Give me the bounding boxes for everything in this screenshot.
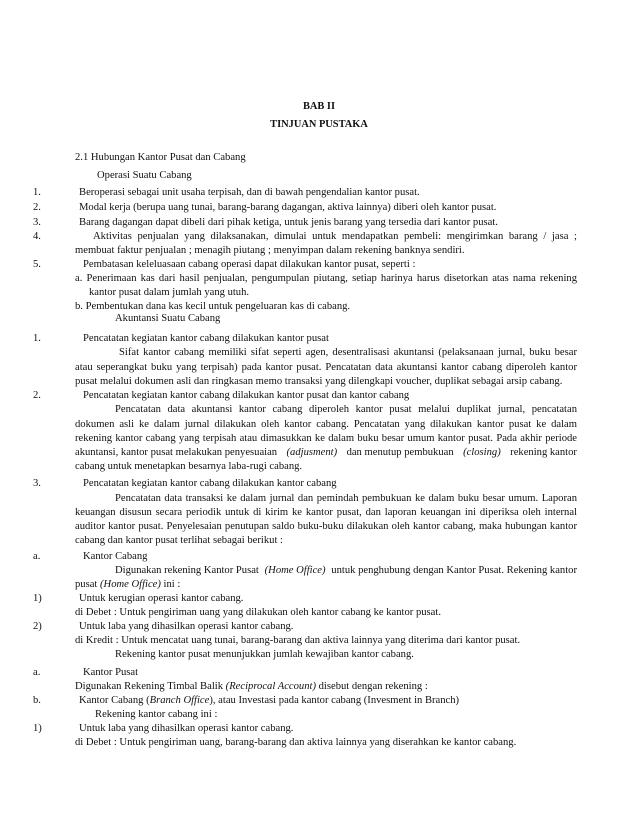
subsection-title: Operasi Suatu Cabang (97, 170, 192, 181)
paragraph-heading: Pencatatan kegiatan kantor cabang dilakukan kantor cabang (83, 478, 337, 489)
debet-line: di Debet : Untuk pengiriman uang, barang-barang dan aktiva lainnya yang diserahkan ke kantor cabang. (75, 737, 517, 748)
paragraph-line (75, 680, 428, 694)
text-run: dan menutup pembukuan (346, 447, 454, 458)
list-item: Modal kerja (berupa uang tunai, barang-barang dagangan, aktiva lainnya) diberi oleh kantor pusat. (79, 202, 497, 213)
term-reciprocal-account: (Reciprocal Account) (225, 681, 316, 692)
kantor-cabang-title: Kantor Cabang (83, 551, 148, 562)
list-item: Untuk laba yang dihasilkan operasi kantor cabang. (79, 723, 294, 734)
list-item: Untuk laba yang dihasilkan operasi kantor cabang. (79, 621, 294, 632)
paragraph-line (75, 578, 180, 592)
text-run: ), atau Investasi pada kantor cabang (Invesment in Branch) (209, 695, 460, 706)
list-number: 4. (33, 231, 41, 242)
list-number: 3. (33, 217, 41, 228)
list-number: 3. (33, 478, 41, 489)
paragraph-line (115, 564, 577, 578)
text-run: Digunakan Rekening Timbal Balik (75, 681, 226, 692)
list-number: 1) (33, 723, 42, 734)
list-letter: a. (33, 551, 41, 562)
text-run: untuk penghubung dengan Kantor Pusat. Rekening kantor (331, 565, 577, 576)
sub-item-a: a. Penerimaan kas dari hasil penjualan, pengumpulan piutang, setiap harinya harus disetorkan atas nama rekening (75, 273, 577, 284)
list-number: 2) (33, 621, 42, 632)
paragraph-heading: Pencatatan kegiatan kantor cabang dilakukan kantor pusat (83, 333, 329, 344)
list-item: Untuk kerugian operasi kantor cabang. (79, 593, 244, 604)
chapter-label: BAB II (302, 101, 336, 112)
section-title: 2.1 Hubungan Kantor Pusat dan Cabang (75, 152, 246, 163)
note-line: Rekening kantor pusat menunjukkan jumlah kewajiban kantor cabang. (115, 649, 414, 660)
sub-item-a-continuation: kantor pusat dalam jumlah yang utuh. (89, 287, 250, 298)
paragraph-line: Pencatatan data transaksi ke dalam jurnal dan pemindah pembukuan ke dalam buku besar umum. Laporan (115, 493, 577, 504)
list-number: 5. (33, 259, 41, 270)
paragraph-line: rekening kantor cabang yang terpisah atau dimasukkan ke dalam buku besar umum kantor pusat. Pada akhir periode (75, 433, 577, 444)
term-closing: (closing) (463, 447, 501, 458)
list-number: 1. (33, 187, 41, 198)
debet-line: di Debet : Untuk pengiriman uang yang dilakukan oleh kantor cabang ke kantor pusat. (75, 607, 441, 618)
paragraph-line: pusat melalui dokumen asli dan ringkasan memo transaksi yang dilengkapi voucher, duplikat sebagai arsip cabang. (75, 376, 563, 387)
text-run: Kantor Cabang ( (79, 695, 150, 706)
list-letter: a. (33, 667, 41, 678)
paragraph-heading: Pencatatan kegiatan kantor cabang dilakukan kantor pusat dan kantor cabang (83, 390, 410, 401)
list-item-continuation: membuat faktur penjualan ; menagih piutang ; menyimpan dalam rekening banknya sendiri. (75, 245, 465, 256)
list-item: Pembatasan keleluasaan cabang operasi dapat dilakukan kantor pusat, seperti : (83, 259, 416, 270)
text-run: akuntansi, kantor pusat melakukan penyesuaian (75, 447, 278, 458)
term-home-office: (Home Office) (100, 579, 161, 590)
kantor-pusat-title: Kantor Pusat (83, 667, 139, 678)
list-number: 1) (33, 593, 42, 604)
text-run: Digunakan rekening Kantor Pusat (115, 565, 259, 576)
term-branch-office: Branch Office (149, 695, 210, 706)
term-home-office: (Home Office) (264, 565, 326, 576)
text-run: pusat (75, 579, 101, 590)
paragraph-line: cabang dan kantor pusat terlihat sebagai berikut : (75, 535, 283, 546)
sub-item-b: b. Pembentukan dana kas kecil untuk pengeluaran kas di cabang. (75, 301, 351, 312)
list-letter: b. (33, 695, 41, 706)
list-number: 2. (33, 202, 41, 213)
term-adjusment: (adjusment) (286, 447, 338, 458)
paragraph-line: Sifat kantor cabang memiliki sifat seperti agen, desentralisasi akuntansi (pelaksanaan jurnal, buku besar (119, 347, 577, 358)
note-line: Rekening kantor cabang ini : (95, 709, 218, 720)
paragraph-line: atau seperangkat buku yang terpisah) pada kantor pusat. Pencatatan data akuntansi kantor cabang diperoleh kantor (75, 362, 577, 373)
text-run: disebut dengan rekening : (315, 681, 428, 692)
paragraph-line: Pencatatan data akuntansi kantor cabang diperoleh kantor pusat melalui duplikat jurnal, pencatatan (115, 404, 577, 415)
paragraph-line: auditor kantor pusat. Penyelesaian penutupan saldo buku-buku dilakukan oleh kantor cabang, maka hubungan kantor (75, 521, 577, 532)
paragraph-line: dokumen asli ke dalam jurnal dilakukan oleh kantor cabang. Pencatatan yang dilakukan kantor pusat ke dalam (75, 419, 577, 430)
paragraph-line (79, 694, 459, 708)
paragraph-line (75, 446, 577, 460)
text-run: ini : (160, 579, 181, 590)
kredit-line: di Kredit : Untuk mencatat uang tunai, barang-barang dan aktiva lainnya yang diterima dari kantor pusat. (75, 635, 521, 646)
list-number: 1. (33, 333, 41, 344)
list-number: 2. (33, 390, 41, 401)
paragraph-line: keuangan disusun secara periodik untuk di kirim ke kantor pusat, dan laporan keuangan ini diperiksa oleh internal (75, 507, 577, 518)
list-item: Barang dagangan dapat dibeli dari pihak ketiga, untuk jenis barang yang tersedia dari kantor pusat. (79, 217, 498, 228)
paragraph-line: cabang untuk menetapkan besarnya laba-rugi cabang. (75, 461, 303, 472)
akuntansi-title: Akuntansi Suatu Cabang (115, 313, 221, 324)
list-item: Aktivitas penjualan yang dilaksanakan, dimulai untuk mendapatkan pembeli: mengirimkan barang / jasa ; (93, 231, 577, 242)
list-item: Beroperasi sebagai unit usaha terpisah, dan di bawah pengendalian kantor pusat. (79, 187, 420, 198)
chapter-title: TINJUAN PUSTAKA (270, 119, 368, 130)
text-run: rekening kantor (510, 447, 577, 458)
